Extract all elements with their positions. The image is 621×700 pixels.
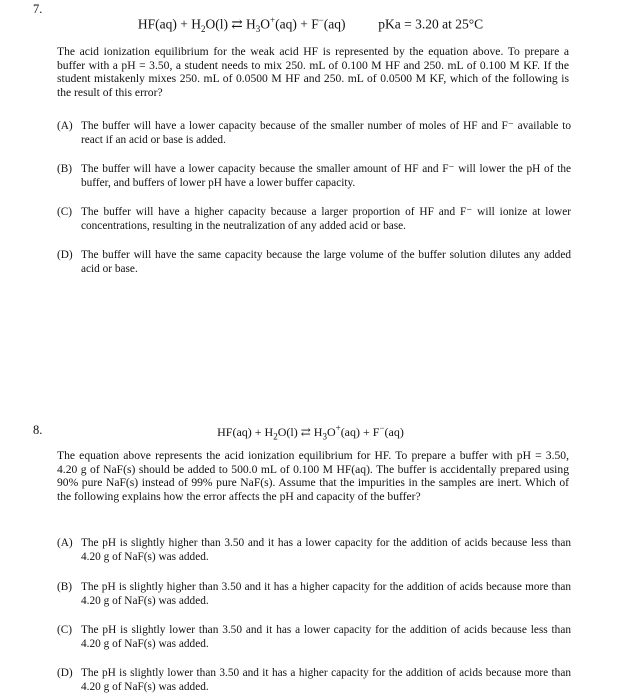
eq7-rest: (aq) + F xyxy=(275,16,319,32)
q8-choice-b[interactable] xyxy=(57,581,571,608)
eq7-h3o: O xyxy=(260,16,271,32)
eq8-h3o: O xyxy=(326,425,336,439)
eq8-rest: (aq) + F xyxy=(340,425,380,439)
eq7-rest2: (aq) xyxy=(323,16,346,32)
choice-text: The buffer will have a lower capacity because the smaller amount of HF and F⁻ will lower the pH of the buffer, and buffers of lower pH have a lower buffer capacity. xyxy=(81,163,571,189)
q8-choice-c[interactable] xyxy=(57,624,571,651)
eq8-h2o: O(l) ⇄ H xyxy=(277,425,323,439)
eq8-rest2: (aq) xyxy=(384,425,404,439)
eq8-h3o-sup: + xyxy=(335,423,341,433)
eq7-f-sup: − xyxy=(318,15,324,25)
question-8-number: 8. xyxy=(33,423,43,437)
q7-choice-a[interactable] xyxy=(57,120,571,147)
choice-label: (B) xyxy=(57,163,73,175)
choice-text: The buffer will have the same capacity because the large volume of the buffer solution dilutes any added acid or base. xyxy=(81,249,571,275)
eq8-h2o-sub: 2 xyxy=(273,431,278,442)
eq8-hf: HF(aq) + H xyxy=(217,425,274,439)
choice-label: (D) xyxy=(57,249,73,261)
choice-label: (A) xyxy=(57,120,73,132)
q8-choice-d[interactable] xyxy=(57,667,571,694)
eq8-h3o-sub: 3 xyxy=(322,431,327,442)
choice-text: The pH is slightly lower than 3.50 and it has a higher capacity for the addition of acids because more than 4.20 g of NaF(s) was added. xyxy=(81,667,571,693)
choice-label: (C) xyxy=(57,206,73,218)
eq7-h3o-sup: + xyxy=(270,15,276,25)
choice-text: The pH is slightly higher than 3.50 and it has a higher capacity for the addition of acids because more than 4.20 g of NaF(s) was added. xyxy=(81,581,571,607)
question-7-number: 7. xyxy=(33,2,43,16)
question-8-stem: The equation above represents the acid ionization equilibrium for HF. To prepare a buffer with pH = 3.50, 4.20 g of NaF(s) should be added to 500.0 mL of 0.100 M HF(aq). The buffer is accidentally prepared using 90% pure NaF(s) instead of 99% pure NaF(s). Assume that the impurities in the samples are inert. Which of the following explains how the error affects the pH and capacity of the buffer? xyxy=(57,449,569,503)
eq7-h3o-sub: 3 xyxy=(255,24,261,35)
q7-choice-b[interactable] xyxy=(57,163,571,190)
choice-text: The pH is slightly higher than 3.50 and it has a lower capacity for the addition of acids because less than 4.20 g of NaF(s) was added. xyxy=(81,537,571,563)
choice-label: (D) xyxy=(57,667,73,679)
q7-choice-c[interactable] xyxy=(57,206,571,233)
eq8-f-sup: − xyxy=(379,423,385,433)
choice-text: The buffer will have a higher capacity because a larger proportion of HF and F⁻ will ionize at lower concentrations, resulting in the neutralization of any added acid or base. xyxy=(81,206,571,232)
q7-choice-d[interactable] xyxy=(57,249,571,276)
choice-label: (C) xyxy=(57,624,73,636)
choice-label: (B) xyxy=(57,581,73,593)
question-7-equation xyxy=(0,15,621,34)
question-8-equation xyxy=(0,423,621,441)
eq7-h2o: O(l) ⇄ H xyxy=(205,16,256,32)
eq7-hf: HF(aq) + H xyxy=(137,16,201,32)
eq7-h2o-sub: 2 xyxy=(200,24,206,35)
question-7-stem: The acid ionization equilibrium for the weak acid HF is represented by the equation above. To prepare a buffer with a pH = 3.50, a student needs to mix 250. mL of 0.100 M HF and 250. mL of 0.100 M KF. If the student mistakenly mixes 250. mL of 0.0500 M HF and 250. mL of 0.0500 M KF, which of the following is the result of this error? xyxy=(57,45,569,99)
choice-text: The pH is slightly lower than 3.50 and it has a lower capacity for the addition of acids because less than 4.20 g of NaF(s) was added. xyxy=(81,624,571,650)
eq7-pka: pKa = 3.20 at 25°C xyxy=(378,16,484,32)
choice-label: (A) xyxy=(57,537,73,549)
q8-choice-a[interactable] xyxy=(57,537,571,564)
choice-text: The buffer will have a lower capacity because of the smaller number of moles of HF and F⁻ available to react if an acid or base is added. xyxy=(81,120,571,146)
